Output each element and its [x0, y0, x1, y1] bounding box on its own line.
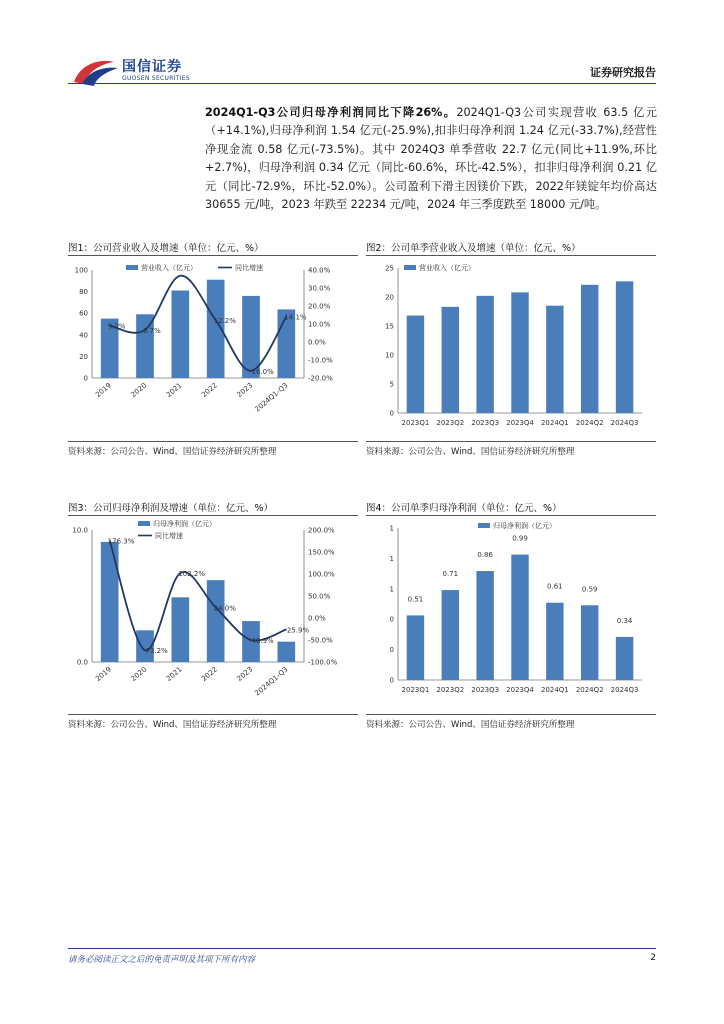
bar	[101, 542, 119, 662]
y-tick-label-right: 20.0%	[308, 302, 331, 311]
fig2-source: 资料来源：公司公告、Wind、国信证券经济研究所整理	[366, 447, 575, 457]
y-tick-label-left: 0	[389, 615, 394, 624]
y-tick-label-right: 40.0%	[308, 266, 331, 275]
report-type-label: 证券研究报告	[590, 66, 656, 79]
footer-divider	[68, 948, 656, 949]
fig2-title: 图2：公司单季营业收入及增速（单位：亿元、%）	[366, 243, 581, 254]
fig3-title: 图3：公司归母净利润及增速（单位：亿元、%）	[68, 503, 274, 514]
growth-label: -25.9%	[284, 626, 310, 635]
y-tick-label-left: 0	[389, 646, 394, 655]
y-tick-label-left: 100	[74, 266, 88, 275]
fig1-chart	[68, 258, 358, 436]
fig4-title: 图4：公司单季归母净利润（单位：亿元、%）	[366, 503, 562, 514]
x-tick-label: 2024Q1	[540, 686, 569, 694]
x-tick-label: 2023Q3	[471, 686, 500, 694]
y-tick-label-left: 0.0	[76, 658, 88, 667]
bar	[616, 637, 633, 680]
bar	[546, 603, 563, 680]
logo-english-name: GUOSEN SECURITIES	[122, 75, 191, 82]
bar	[172, 597, 190, 662]
y-tick-label-right: 50.0%	[308, 592, 331, 601]
y-tick-label-left: 1	[389, 524, 394, 533]
x-tick-label: 2024Q1-Q3	[253, 381, 290, 414]
bar	[407, 316, 424, 413]
y-tick-label-left: 5	[389, 380, 394, 389]
y-tick-label-left: 0	[389, 676, 394, 685]
x-tick-label: 2023Q1	[401, 686, 430, 694]
y-tick-label-left: 15	[385, 322, 394, 331]
bar	[581, 605, 598, 680]
x-tick-label: 2021	[164, 381, 184, 399]
y-tick-label-right: -100.0%	[308, 658, 338, 667]
y-tick-label-right: 30.0%	[308, 284, 331, 293]
y-tick-label-right: 150.0%	[308, 548, 335, 557]
summary-paragraph	[205, 104, 657, 214]
x-tick-label: 2022	[200, 381, 219, 399]
legend-bar-swatch	[404, 265, 416, 270]
legend-bar-swatch	[478, 523, 490, 528]
y-tick-label-right: 100.0%	[308, 570, 335, 579]
y-tick-label-left: 1	[389, 585, 394, 594]
legend-bar-label: 营业收入（亿元）	[419, 264, 475, 272]
x-tick-label: 2024Q3	[610, 419, 639, 427]
x-tick-label: 2019	[94, 381, 113, 399]
fig3-chart	[68, 518, 358, 708]
x-tick-label: 2023Q4	[506, 686, 534, 694]
fig3-title-rule	[68, 515, 358, 516]
bar	[278, 642, 296, 662]
bar	[442, 590, 459, 680]
y-tick-label-left: 20	[79, 352, 88, 361]
legend-bar-swatch	[138, 521, 150, 526]
fig1-title-rule	[68, 255, 358, 256]
header-divider	[68, 83, 656, 84]
y-tick-label-right: 0.0%	[308, 338, 326, 347]
x-tick-label: 2019	[94, 665, 113, 683]
growth-label: -49.9%	[249, 636, 274, 645]
growth-label: 6.7%	[143, 326, 161, 335]
x-tick-label: 2023Q3	[471, 419, 500, 427]
bar	[172, 291, 190, 378]
bar-value-label: 0.61	[547, 582, 563, 591]
bar	[546, 306, 563, 413]
y-tick-label-left: 10	[385, 351, 394, 360]
legend-line-label: 同比增速	[155, 532, 183, 540]
disclaimer-note: 请务必阅读正文之后的免责声明及其项下所有内容	[68, 955, 256, 965]
y-tick-label-right: -20.0%	[308, 374, 333, 383]
fig2-title-rule	[366, 255, 656, 256]
x-tick-label: 2021	[164, 665, 184, 683]
growth-label: 24.0%	[213, 604, 236, 613]
growth-label: -16.0%	[249, 367, 274, 376]
fig4-source-rule	[366, 714, 656, 715]
x-tick-label: 2024Q1-Q3	[253, 665, 290, 698]
fig2-chart	[366, 258, 656, 436]
bar	[407, 615, 424, 680]
bar	[476, 296, 493, 413]
legend-bar-label: 归母净利润（亿元）	[153, 520, 216, 528]
bar-value-label: 0.86	[477, 551, 493, 560]
x-tick-label: 2024Q1	[540, 419, 569, 427]
x-tick-label: 2023Q2	[436, 686, 465, 694]
bar	[242, 296, 260, 378]
fig3-source-rule	[68, 714, 358, 715]
bar	[207, 580, 225, 662]
fig4-source: 资料来源：公司公告、Wind、国信证券经济研究所整理	[366, 720, 575, 730]
bar	[476, 571, 493, 680]
x-tick-label: 2020	[129, 381, 149, 399]
y-tick-label-right: -50.0%	[308, 636, 333, 645]
x-tick-label: 2023	[235, 665, 255, 683]
legend-bar-swatch	[126, 265, 138, 270]
bar-value-label: 0.99	[512, 534, 528, 543]
fig4-title-rule	[366, 515, 656, 516]
fig1-title: 图1：公司营业收入及增速（单位：亿元、%）	[68, 243, 264, 254]
summary-headline: 2024Q1-Q3公司归母净利润同比下降26%。	[205, 106, 457, 119]
x-tick-label: 2024Q2	[575, 419, 604, 427]
summary-body: 2024Q1-Q3公司实现营收 63.5 亿元（+14.1%),归母净利润 1.54 亿元(-25.9%),扣非归母净利润 1.24 亿元(-33.7%),经营性净现金流 0.58 亿元(-73.5%)。其中 2024Q3 单季营收 22.7 亿元(同比+11.9%,环比+2.7%)，归母净利润 0.34 亿元（同比-60.6%，环比-42.5%），扣非归母净利润 0.21 亿元（同比-72.9%，环比-52.0%）。公司盈利下滑主因镁价下跌，2022年镁锭年均价高达 30655 元/吨，2023 年跌至 22234 元/吨，2024 年三季度跌至 18000 元/吨。	[205, 106, 657, 212]
y-tick-label-left: 40	[79, 331, 88, 340]
bar	[616, 281, 633, 413]
y-tick-label-right: 0.0%	[308, 614, 326, 623]
bar-value-label: 0.71	[442, 570, 459, 579]
growth-label: 14.1%	[284, 313, 307, 322]
y-tick-label-left: 10.0	[72, 526, 88, 535]
y-tick-label-left: 80	[79, 288, 88, 297]
x-tick-label: 2023Q2	[436, 419, 465, 427]
logo-chinese-name: 国信证券	[122, 59, 182, 75]
fig3-source: 资料来源：公司公告、Wind、国信证券经济研究所整理	[68, 720, 277, 730]
y-tick-label-right: 10.0%	[308, 320, 331, 329]
growth-label: 12.2%	[213, 317, 236, 326]
bar	[511, 555, 528, 680]
y-tick-label-left: 1	[389, 554, 394, 563]
page-number: 2	[650, 953, 656, 963]
y-tick-label-left: 25	[385, 264, 394, 273]
x-tick-label: 2022	[200, 665, 219, 683]
fig1-source: 资料来源：公司公告、Wind、国信证券经济研究所整理	[68, 447, 277, 457]
bar-value-label: 0.34	[616, 616, 633, 625]
growth-label: 176.3%	[107, 537, 135, 546]
x-tick-label: 2024Q2	[575, 686, 604, 694]
legend-bar-label: 营业收入（亿元）	[141, 264, 197, 272]
x-tick-label: 2023Q4	[506, 419, 534, 427]
legend-bar-label: 归母净利润（亿元）	[493, 522, 556, 530]
legend-line-label: 同比增速	[235, 264, 263, 272]
fig2-source-rule	[366, 441, 656, 442]
x-tick-label: 2020	[129, 665, 149, 683]
x-tick-label: 2024Q3	[610, 686, 639, 694]
growth-label: 9.2%	[107, 322, 126, 331]
y-tick-label-left: 0	[389, 409, 394, 418]
y-tick-label-right: 200.0%	[308, 526, 335, 535]
y-tick-label-left: 0	[83, 374, 88, 383]
x-tick-label: 2023	[235, 381, 255, 399]
fig4-chart	[366, 518, 656, 708]
bar	[511, 292, 528, 413]
y-tick-label-left: 60	[79, 309, 88, 318]
growth-label: 102.2%	[178, 570, 206, 579]
fig1-source-rule	[68, 441, 358, 442]
bar-value-label: 0.51	[407, 595, 424, 604]
growth-label: -73.2%	[143, 647, 168, 656]
bar	[442, 307, 459, 413]
x-tick-label: 2023Q1	[401, 419, 430, 427]
bar-value-label: 0.59	[581, 585, 598, 594]
bar	[581, 285, 598, 413]
y-tick-label-right: -10.0%	[308, 356, 333, 365]
y-tick-label-left: 20	[385, 293, 394, 302]
